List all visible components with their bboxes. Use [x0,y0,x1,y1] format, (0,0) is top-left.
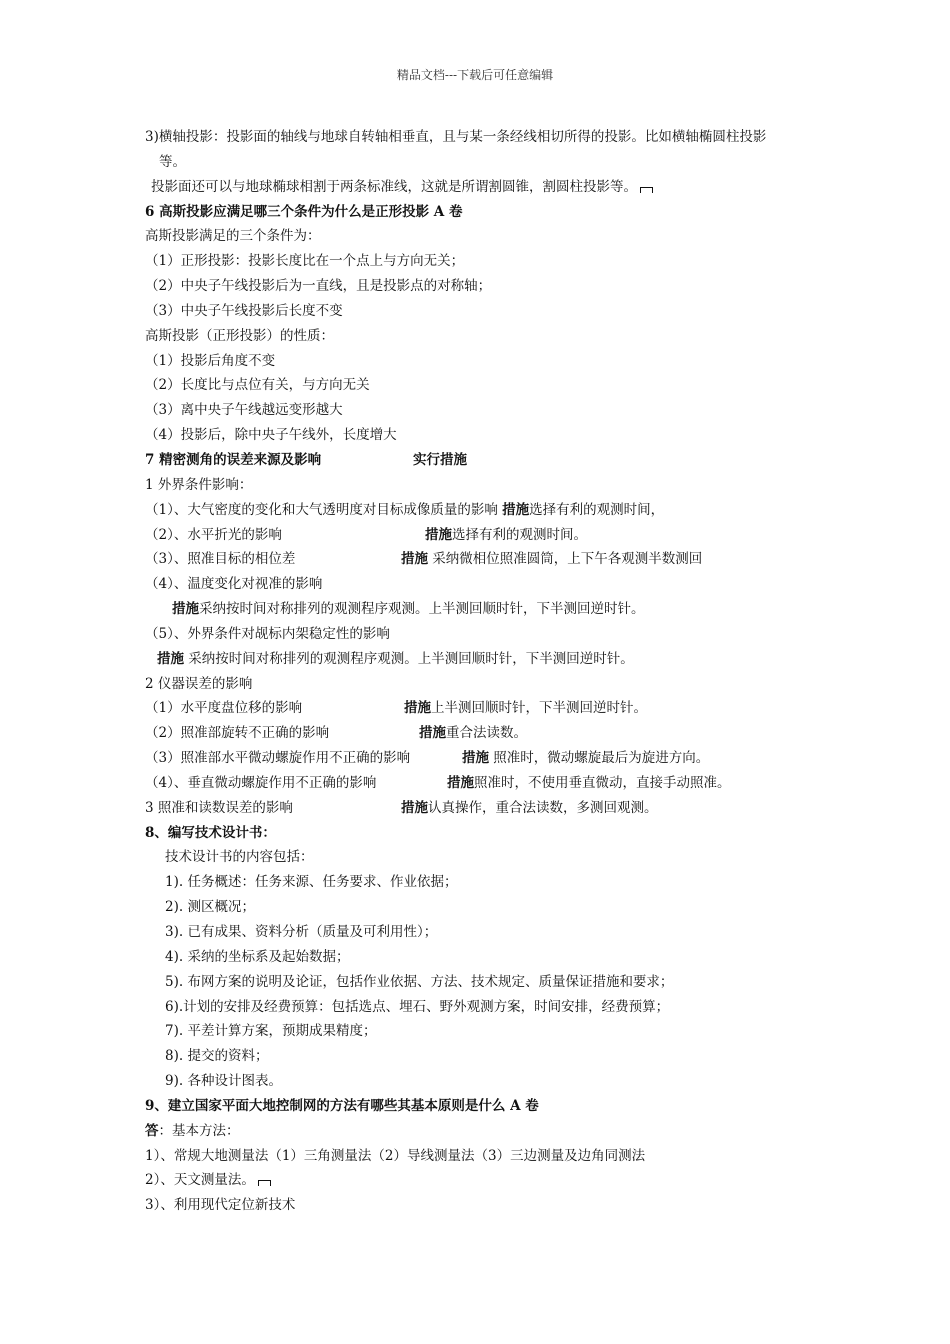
list-item [145,771,825,796]
measure-text: 采纳按时间对称排列的观测程序观测。上半测回顺时针，下半测回逆时针。 [188,650,634,667]
list-item: （3）离中央子午线越远变形越大 [145,402,343,419]
list-item: 2). 测区概况； [165,899,255,916]
measure-text: 选择有利的观测时间。 [452,526,587,543]
list-item: （4）投影后，除中央子午线外，长度增大 [145,427,397,444]
text-line [145,150,825,175]
measure-label: 措施 [462,750,489,767]
heading-text: 7 精密测角的误差来源及影响 [145,451,322,468]
section-heading-9: 9、建立国家平面大地控制网的方法有哪些其基本原则是什么 A 卷 [145,1097,539,1114]
list-item: （4）、温度变化对视准的影响 [145,576,323,593]
list-item: 5). 布网方案的说明及论证，包括作业依据、方法、技术规定、质量保证措施和要求； [165,973,674,990]
list-item: 1）、常规大地测量法（1）三角测量法（2）导线测量法（3）三边测量及边角同测法 [145,1147,646,1164]
measure-text: 照准时，不使用垂直微动，直接手动照准。 [474,774,731,791]
list-item [145,547,825,572]
list-item: （5）、外界条件对觇标内架稳定性的影响 [145,625,390,642]
measure-text: 照准时，微动螺旋最后为旋进方向。 [493,750,710,767]
measure-text: 采纳微相位照准圆筒，上下午各观测半数测回 [432,551,703,568]
list-item: （3）中央子午线投影后长度不变 [145,302,343,319]
measure-label: 措施 [401,551,428,568]
text-line [145,1119,825,1144]
list-item [145,647,825,672]
list-item [145,498,825,523]
list-item: 3). 已有成果、资料分析（质量及可利用性）； [165,924,438,940]
measure-label: 措施 [447,774,474,791]
text-span: 等。 [159,153,186,170]
measure-label: 措施 [502,501,530,518]
heading-text: 实行措施 [413,451,467,468]
section-heading-8: 8、编写技术设计书： [145,824,276,841]
list-item [145,696,825,721]
item-text: （2）、水平折光的影响 [145,526,282,543]
text-line [145,796,825,821]
text-line: 3)横轴投影：投影面的轴线与地球自转轴相垂直，且与某一条经线相切所得的投影。比如横轴椭圆柱投影 [145,129,767,145]
list-item: 3）、利用现代定位新技术 [145,1197,296,1214]
section-heading-6: 6 高斯投影应满足哪三个条件为什么是正形投影 A 卷 [145,203,463,220]
list-item: 7). 平差计算方案，预期成果精度； [165,1023,377,1040]
item-text: （1）、大气密度的变化和大气透明度对目标成像质量的影响 [145,501,498,518]
text-line: 高斯投影（正形投影）的性质： [145,327,334,344]
item-text: 3 照准和读数误差的影响 [145,799,293,816]
measure-label: 措施 [401,799,428,816]
document-body [145,125,825,1218]
item-text: （3）、照准目标的相位差 [145,551,296,568]
measure-text: 重合法读数。 [446,725,527,742]
item-text: 2）、天文测量法。 [145,1172,255,1189]
list-item [145,523,825,548]
list-item [145,721,825,746]
list-item: （1）正形投影：投影长度比在一个点上与方向无关； [145,253,465,270]
list-item [145,597,825,622]
list-item: （2）长度比与点位有关，与方向无关 [145,377,370,394]
list-item: 8). 提交的资料； [165,1048,269,1065]
list-item: 9). 各种设计图表。 [165,1073,282,1090]
text-span: 投影面还可以与地球椭球相割于两条标准线，这就是所谓割圆锥，割圆柱投影等。 [151,178,637,195]
item-text: （4）、垂直微动螺旋作用不正确的影响 [145,774,377,791]
measure-text: 上半测回顺时针，下半测回逆时针。 [431,700,647,717]
list-item: （2）中央子午线投影后为一直线，且是投影点的对称轴； [145,278,492,295]
measure-label: 措施 [419,725,446,742]
list-item [145,746,825,771]
item-text: （2）照准部旋转不正确的影响 [145,725,330,742]
answer-text: ：基本方法： [158,1122,240,1139]
text-line [145,175,825,200]
list-item: 1). 任务概述：任务来源、任务要求、作业依据； [165,874,458,891]
list-item: （1）投影后角度不变 [145,352,276,369]
paragraph-mark-icon [258,1180,271,1186]
list-item: 6).计划的安排及经费预算：包括选点、埋石、野外观测方案，时间安排，经费预算； [165,998,670,1015]
list-item: 4). 采纳的坐标系及起始数据； [165,948,350,965]
text-line: 2 仪器误差的影响 [145,675,253,692]
answer-label: 答 [145,1122,159,1139]
item-text: （1）水平度盘位移的影响 [145,700,303,717]
measure-text: 认真操作，重合法读数，多测回观测。 [428,799,658,816]
list-item [145,1168,825,1193]
measure-label: 措施 [404,700,431,717]
measure-text: 采纳按时间对称排列的观测程序观测。上半测回顺时针，下半测回逆时针。 [199,601,645,618]
text-line: 技术设计书的内容包括： [165,849,314,866]
item-text: （3）照准部水平微动螺旋作用不正确的影响 [145,750,411,767]
measure-label: 措施 [172,601,199,618]
measure-text: 选择有利的观测时间， [529,501,665,518]
text-line: 1 外界条件影响： [145,476,253,493]
paragraph-mark-icon [640,187,653,193]
section-heading-7 [145,448,825,473]
measure-label: 措施 [157,650,184,667]
text-line: 高斯投影满足的三个条件为： [145,228,321,245]
measure-label: 措施 [425,526,452,543]
page-header: 精品文档---下载后可任意编辑 [396,68,554,82]
